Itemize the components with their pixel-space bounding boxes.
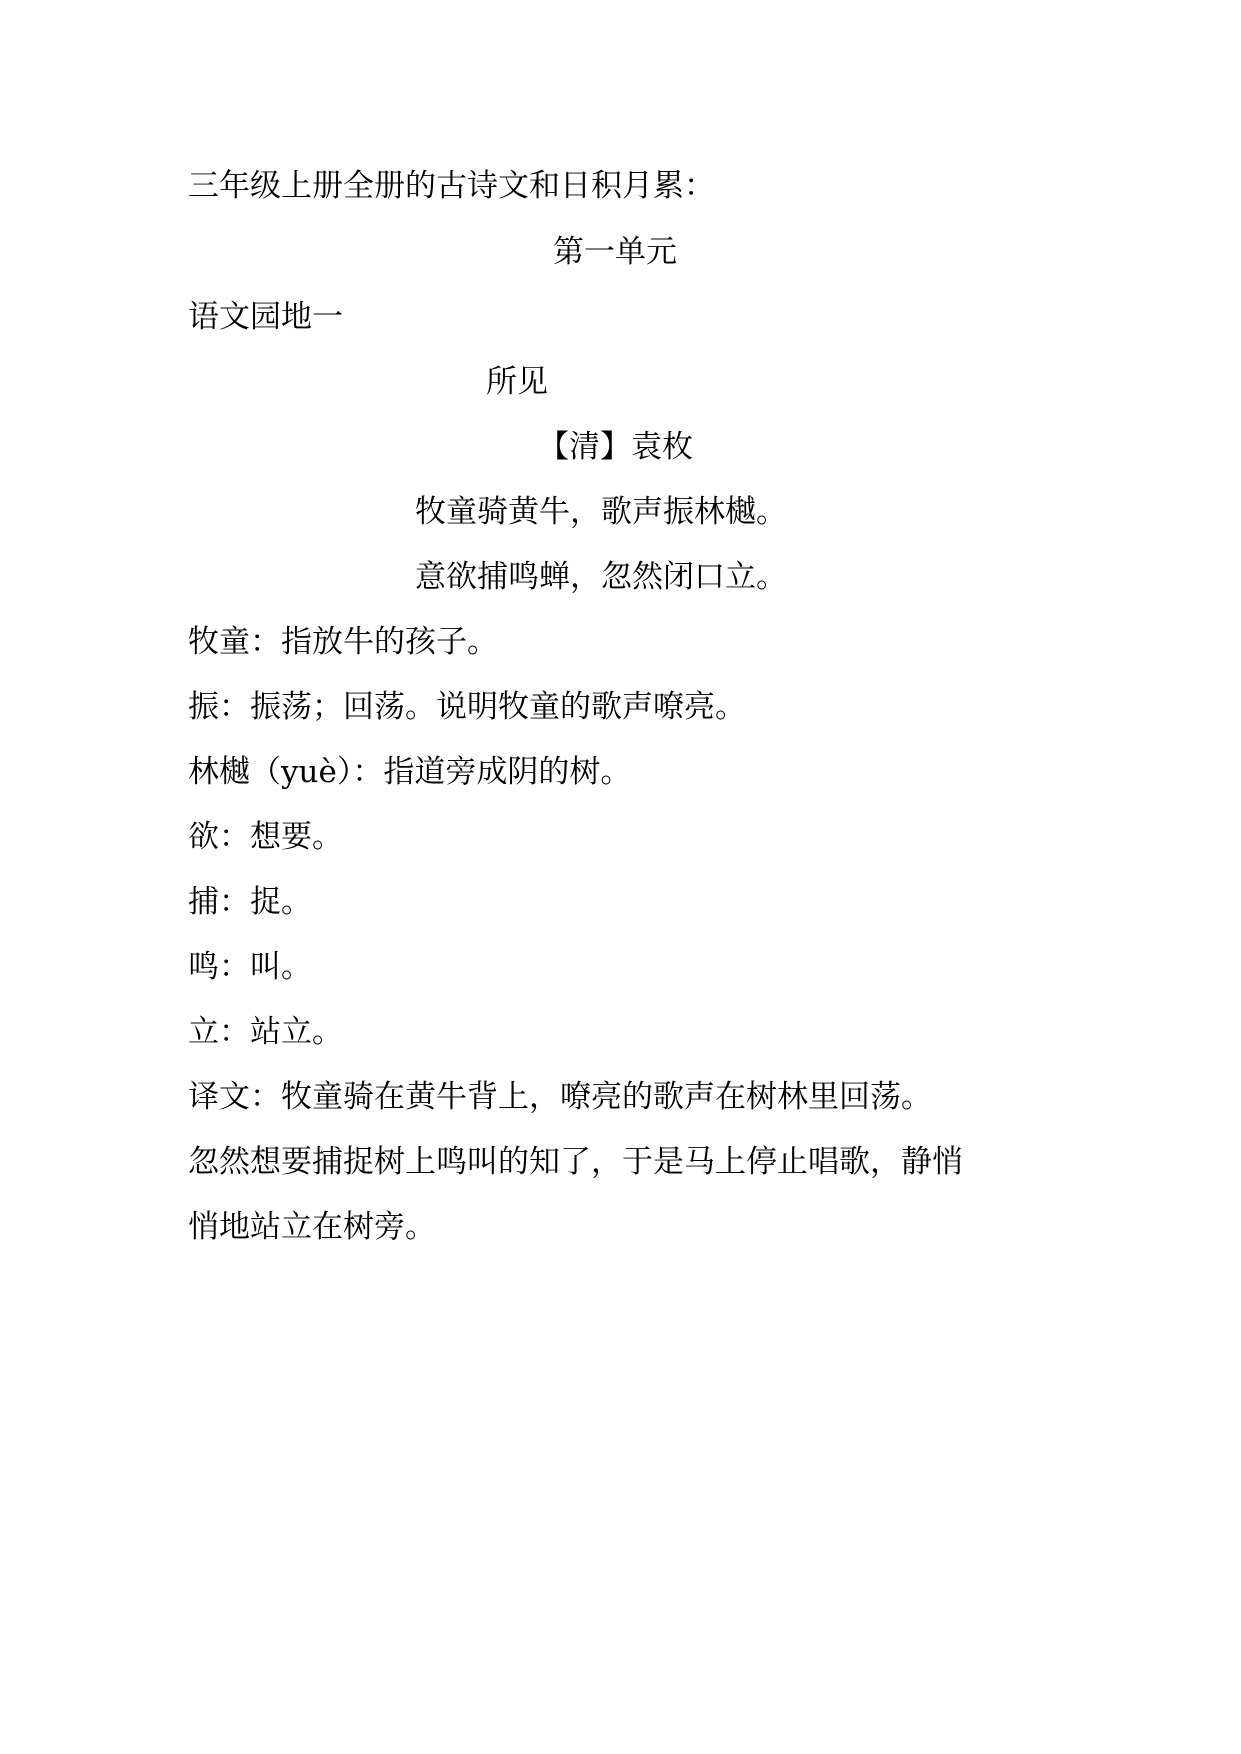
poem-line: 意欲捕鸣蝉，忽然闭口立。 xyxy=(415,559,787,595)
note-item: 牧童：指放牛的孩子。 xyxy=(188,624,498,660)
poem-author: 【清】袁枚 xyxy=(538,429,693,465)
unit-title: 第一单元 xyxy=(553,234,677,270)
poem-line: 牧童骑黄牛，歌声振林樾。 xyxy=(415,494,787,530)
note-item: 立：站立。 xyxy=(188,1014,343,1050)
translation-line: 忽然想要捕捉树上鸣叫的知了，于是马上停止唱歌，静悄 xyxy=(188,1144,963,1180)
translation-line: 悄地站立在树旁。 xyxy=(188,1209,436,1245)
note-item: 捕：捉。 xyxy=(188,884,312,920)
note-item: 林樾（yuè）：指道旁成阴的树。 xyxy=(188,754,632,790)
document-heading: 三年级上册全册的古诗文和日积月累： xyxy=(188,168,715,204)
poem-title: 所见 xyxy=(486,364,548,400)
section-title: 语文园地一 xyxy=(188,299,343,335)
note-item: 振：振荡；回荡。说明牧童的歌声嘹亮。 xyxy=(188,689,746,725)
translation-line: 译文：牧童骑在黄牛背上，嘹亮的歌声在树林里回荡。 xyxy=(188,1079,932,1115)
note-item: 鸣：叫。 xyxy=(188,949,312,985)
note-item: 欲：想要。 xyxy=(188,819,343,855)
